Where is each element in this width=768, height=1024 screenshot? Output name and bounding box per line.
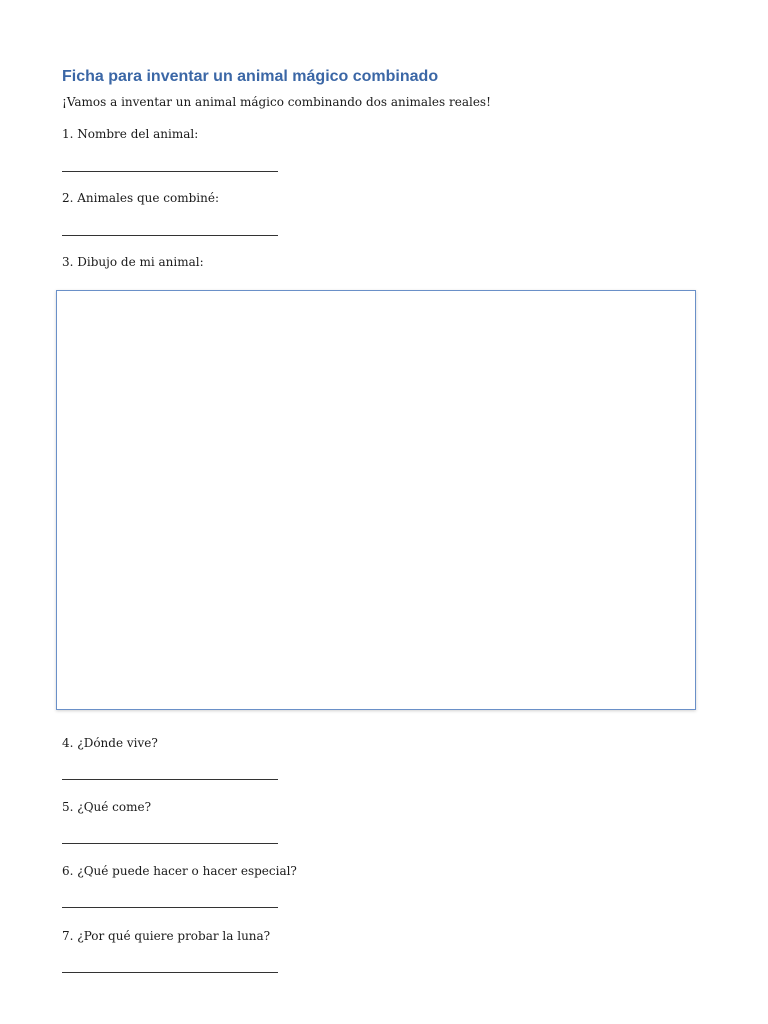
worksheet-title: Ficha para inventar un animal mágico combinado (62, 68, 439, 85)
question-1-label: 1. Nombre del animal: (62, 127, 199, 141)
drawing-box[interactable] (56, 290, 696, 710)
question-6-answer-line[interactable] (62, 907, 278, 908)
question-2-answer-line[interactable] (62, 235, 278, 236)
question-5-label: 5. ¿Qué come? (62, 800, 152, 814)
question-6-label: 6. ¿Qué puede hacer o hacer especial? (62, 864, 297, 878)
worksheet-intro: ¡Vamos a inventar un animal mágico combinando dos animales reales! (62, 95, 491, 109)
question-7-label: 7. ¿Por qué quiere probar la luna? (62, 929, 271, 943)
question-2-label: 2. Animales que combiné: (62, 191, 219, 205)
question-4-answer-line[interactable] (62, 779, 278, 780)
question-1-answer-line[interactable] (62, 171, 278, 172)
question-7-answer-line[interactable] (62, 972, 278, 973)
question-3-label: 3. Dibujo de mi animal: (62, 255, 204, 269)
question-5-answer-line[interactable] (62, 843, 278, 844)
question-4-label: 4. ¿Dónde vive? (62, 736, 158, 750)
